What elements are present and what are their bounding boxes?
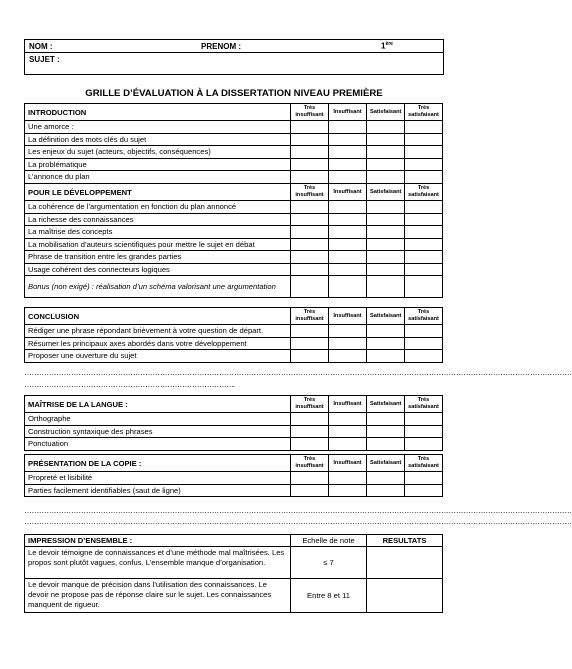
table-row [25, 337, 443, 350]
checkbox-cell[interactable] [291, 171, 329, 184]
table-row [25, 158, 443, 171]
section-title: IMPRESSION D’ENSEMBLE : [25, 535, 291, 547]
checkbox-cell[interactable] [291, 413, 329, 426]
checkbox-cell[interactable] [291, 238, 329, 251]
checkbox-cell[interactable] [329, 158, 367, 171]
checkbox-cell[interactable] [405, 325, 443, 338]
column-header: Très satisfaisant [405, 455, 443, 472]
checkbox-cell[interactable] [405, 337, 443, 350]
criterion-label: Résumer les principaux axes abordés dans votre développement [25, 337, 291, 350]
section-header-row [25, 455, 443, 472]
criterion-label: Bonus (non exigé) : réalisation d’un schéma valorisant une argumentation [25, 276, 291, 298]
checkbox-cell[interactable] [291, 276, 329, 298]
section-header-row [25, 184, 443, 201]
checkbox-cell[interactable] [367, 413, 405, 426]
checkbox-cell[interactable] [367, 146, 405, 159]
checkbox-cell[interactable] [329, 263, 367, 276]
checkbox-cell[interactable] [291, 325, 329, 338]
column-header: Insuffisant [329, 308, 367, 325]
checkbox-cell[interactable] [291, 438, 329, 451]
table-row [25, 201, 443, 214]
dotted-line: …………………………………………………………………………………………………………………………………………………………………………………………………… [24, 506, 572, 515]
result-cell[interactable] [367, 547, 443, 579]
scale-value: Entre 8 et 11 [291, 579, 367, 613]
criterion-label: Une amorce : [25, 121, 291, 134]
table-row [25, 146, 443, 159]
prenom-label: PRENOM : [201, 42, 241, 51]
checkbox-cell[interactable] [405, 226, 443, 239]
checkbox-cell[interactable] [405, 350, 443, 363]
checkbox-cell[interactable] [291, 133, 329, 146]
dotted-line: ………………………………………………………………………….. [24, 380, 235, 389]
scale-value: ≤ 7 [291, 547, 367, 579]
checkbox-cell[interactable] [367, 201, 405, 214]
table-row [25, 425, 443, 438]
column-header: Insuffisant [329, 455, 367, 472]
section-header-row [25, 104, 443, 121]
checkbox-cell[interactable] [405, 484, 443, 497]
checkbox-cell[interactable] [329, 325, 367, 338]
table-row [25, 251, 443, 264]
criterion-label: La problématique [25, 158, 291, 171]
column-header: Très insuffisant [291, 184, 329, 201]
checkbox-cell[interactable] [405, 133, 443, 146]
checkbox-cell[interactable] [291, 213, 329, 226]
table-row [25, 238, 443, 251]
criterion-label: Phrase de transition entre les grandes parties [25, 251, 291, 264]
criterion-label: Rédiger une phrase répondant brièvement à votre question de départ. [25, 325, 291, 338]
checkbox-cell[interactable] [405, 276, 443, 298]
checkbox-cell[interactable] [405, 438, 443, 451]
checkbox-cell[interactable] [367, 121, 405, 134]
checkbox-cell[interactable] [367, 251, 405, 264]
checkbox-cell[interactable] [367, 171, 405, 184]
checkbox-cell[interactable] [367, 325, 405, 338]
checkbox-cell[interactable] [329, 472, 367, 485]
checkbox-cell[interactable] [367, 213, 405, 226]
criterion-label: La mobilisation d’auteurs scientifiques pour mettre le sujet en débat [25, 238, 291, 251]
checkbox-cell[interactable] [367, 438, 405, 451]
checkbox-cell[interactable] [329, 238, 367, 251]
criterion-label: La définition des mots clés du sujet [25, 133, 291, 146]
checkbox-cell[interactable] [329, 171, 367, 184]
criterion-label: Usage cohérent des connecteurs logiques [25, 263, 291, 276]
checkbox-cell[interactable] [405, 413, 443, 426]
table-row [25, 472, 443, 485]
checkbox-cell[interactable] [329, 438, 367, 451]
developpement-table [24, 183, 443, 298]
checkbox-cell[interactable] [291, 121, 329, 134]
criterion-label: Proposer une ouverture du sujet [25, 350, 291, 363]
checkbox-cell[interactable] [405, 472, 443, 485]
criterion-label: L’annonce du plan [25, 171, 291, 184]
checkbox-cell[interactable] [329, 425, 367, 438]
dotted-line: …………………………………………………………………………………………………………………………………………………………………………………………………… [24, 368, 572, 377]
checkbox-cell[interactable] [367, 133, 405, 146]
dotted-line: …………………………………………………………………………………………………………………………………………………………………………………………………… [24, 517, 572, 526]
table-row [25, 325, 443, 338]
section-header-row [25, 535, 443, 547]
checkbox-cell[interactable] [291, 425, 329, 438]
checkbox-cell[interactable] [291, 251, 329, 264]
table-row [25, 484, 443, 497]
student-info-box [24, 39, 444, 75]
checkbox-cell[interactable] [291, 350, 329, 363]
checkbox-cell[interactable] [367, 158, 405, 171]
sujet-label: SUJET : [29, 55, 60, 64]
checkbox-cell[interactable] [329, 276, 367, 298]
column-header: Très insuffisant [291, 396, 329, 413]
checkbox-cell[interactable] [291, 472, 329, 485]
section-header-row [25, 396, 443, 413]
checkbox-cell[interactable] [367, 472, 405, 485]
column-header: Satisfaisant [367, 455, 405, 472]
table-row [25, 171, 443, 184]
column-header: Insuffisant [329, 396, 367, 413]
column-header: Très satisfaisant [405, 396, 443, 413]
impression-description: Le devoir manque de précision dans l’utilisation des connaissances. Le devoir ne propose pas de réponse claire sur le sujet. Les connaissances manquent de rigueur. [25, 579, 291, 613]
checkbox-cell[interactable] [405, 251, 443, 264]
checkbox-cell[interactable] [405, 171, 443, 184]
checkbox-cell[interactable] [329, 413, 367, 426]
table-row [25, 350, 443, 363]
checkbox-cell[interactable] [329, 201, 367, 214]
column-header: Très insuffisant [291, 104, 329, 121]
conclusion-table [24, 307, 443, 363]
scale-header: Echelle de note [291, 535, 367, 547]
checkbox-cell[interactable] [329, 484, 367, 497]
introduction-table [24, 103, 443, 184]
criterion-label: Construction syntaxique des phrases [25, 425, 291, 438]
table-row [25, 226, 443, 239]
column-header: Très insuffisant [291, 308, 329, 325]
section-title: CONCLUSION [25, 308, 291, 325]
column-header: Satisfaisant [367, 104, 405, 121]
table-row [25, 263, 443, 276]
checkbox-cell[interactable] [405, 146, 443, 159]
checkbox-cell[interactable] [291, 484, 329, 497]
checkbox-cell[interactable] [367, 425, 405, 438]
checkbox-cell[interactable] [291, 263, 329, 276]
section-header-row [25, 308, 443, 325]
checkbox-cell[interactable] [405, 213, 443, 226]
column-header: Satisfaisant [367, 308, 405, 325]
results-header: RESULTATS [367, 535, 443, 547]
column-header: Très satisfaisant [405, 104, 443, 121]
criterion-label: Propreté et lisibilité [25, 472, 291, 485]
criterion-label: La cohérence de l’argumentation en fonction du plan annoncé [25, 201, 291, 214]
checkbox-cell[interactable] [291, 146, 329, 159]
criterion-label: Parties facilement identifiables (saut de ligne) [25, 484, 291, 497]
langue-table [24, 395, 443, 451]
nom-label: NOM : [29, 42, 53, 51]
table-row [25, 133, 443, 146]
criterion-label: La richesse des connaissances [25, 213, 291, 226]
checkbox-cell[interactable] [329, 121, 367, 134]
section-title: POUR LE DÉVELOPPEMENT [25, 184, 291, 201]
checkbox-cell[interactable] [405, 201, 443, 214]
column-header: Très satisfaisant [405, 184, 443, 201]
criterion-label: Orthographe [25, 413, 291, 426]
checkbox-cell[interactable] [291, 226, 329, 239]
section-title: INTRODUCTION [25, 104, 291, 121]
checkbox-cell[interactable] [291, 158, 329, 171]
checkbox-cell[interactable] [291, 201, 329, 214]
section-title: MAÎTRISE DE LA LANGUE : [25, 396, 291, 413]
table-row [25, 438, 443, 451]
table-row [25, 213, 443, 226]
checkbox-cell[interactable] [367, 226, 405, 239]
criterion-label: La maîtrise des concepts [25, 226, 291, 239]
criterion-label: Les enjeux du sujet (acteurs, objectifs, conséquences) [25, 146, 291, 159]
page-title: GRILLE D’ÉVALUATION À LA DISSERTATION NIVEAU PREMIÈRE [85, 88, 383, 99]
table-row [25, 547, 443, 579]
checkbox-cell[interactable] [405, 158, 443, 171]
impression-description: Le devoir témoigne de connaissances et d’une méthode mal maîtrisées. Les propos sont plutôt vagues, confus. L’ensemble manque d’organisation. [25, 547, 291, 579]
column-header: Très satisfaisant [405, 308, 443, 325]
checkbox-cell[interactable] [367, 484, 405, 497]
header-divider [25, 52, 443, 53]
checkbox-cell[interactable] [291, 337, 329, 350]
column-header: Très insuffisant [291, 455, 329, 472]
checkbox-cell[interactable] [405, 238, 443, 251]
table-row [25, 579, 443, 613]
checkbox-cell[interactable] [405, 121, 443, 134]
classe-label: 1ère [381, 41, 393, 51]
checkbox-cell[interactable] [367, 276, 405, 298]
section-title: PRÉSENTATION DE LA COPIE : [25, 455, 291, 472]
criterion-label: Ponctuation [25, 438, 291, 451]
checkbox-cell[interactable] [405, 263, 443, 276]
checkbox-cell[interactable] [329, 226, 367, 239]
checkbox-cell[interactable] [329, 133, 367, 146]
table-row [25, 413, 443, 426]
checkbox-cell[interactable] [329, 350, 367, 363]
result-cell[interactable] [367, 579, 443, 613]
checkbox-cell[interactable] [367, 238, 405, 251]
checkbox-cell[interactable] [329, 146, 367, 159]
checkbox-cell[interactable] [329, 251, 367, 264]
table-row [25, 121, 443, 134]
column-header: Satisfaisant [367, 184, 405, 201]
column-header: Satisfaisant [367, 396, 405, 413]
presentation-table [24, 454, 443, 497]
impression-table [24, 534, 443, 613]
checkbox-cell[interactable] [367, 337, 405, 350]
column-header: Insuffisant [329, 184, 367, 201]
checkbox-cell[interactable] [329, 213, 367, 226]
checkbox-cell[interactable] [405, 425, 443, 438]
checkbox-cell[interactable] [367, 350, 405, 363]
checkbox-cell[interactable] [329, 337, 367, 350]
column-header: Insuffisant [329, 104, 367, 121]
table-row [25, 276, 443, 298]
checkbox-cell[interactable] [367, 263, 405, 276]
